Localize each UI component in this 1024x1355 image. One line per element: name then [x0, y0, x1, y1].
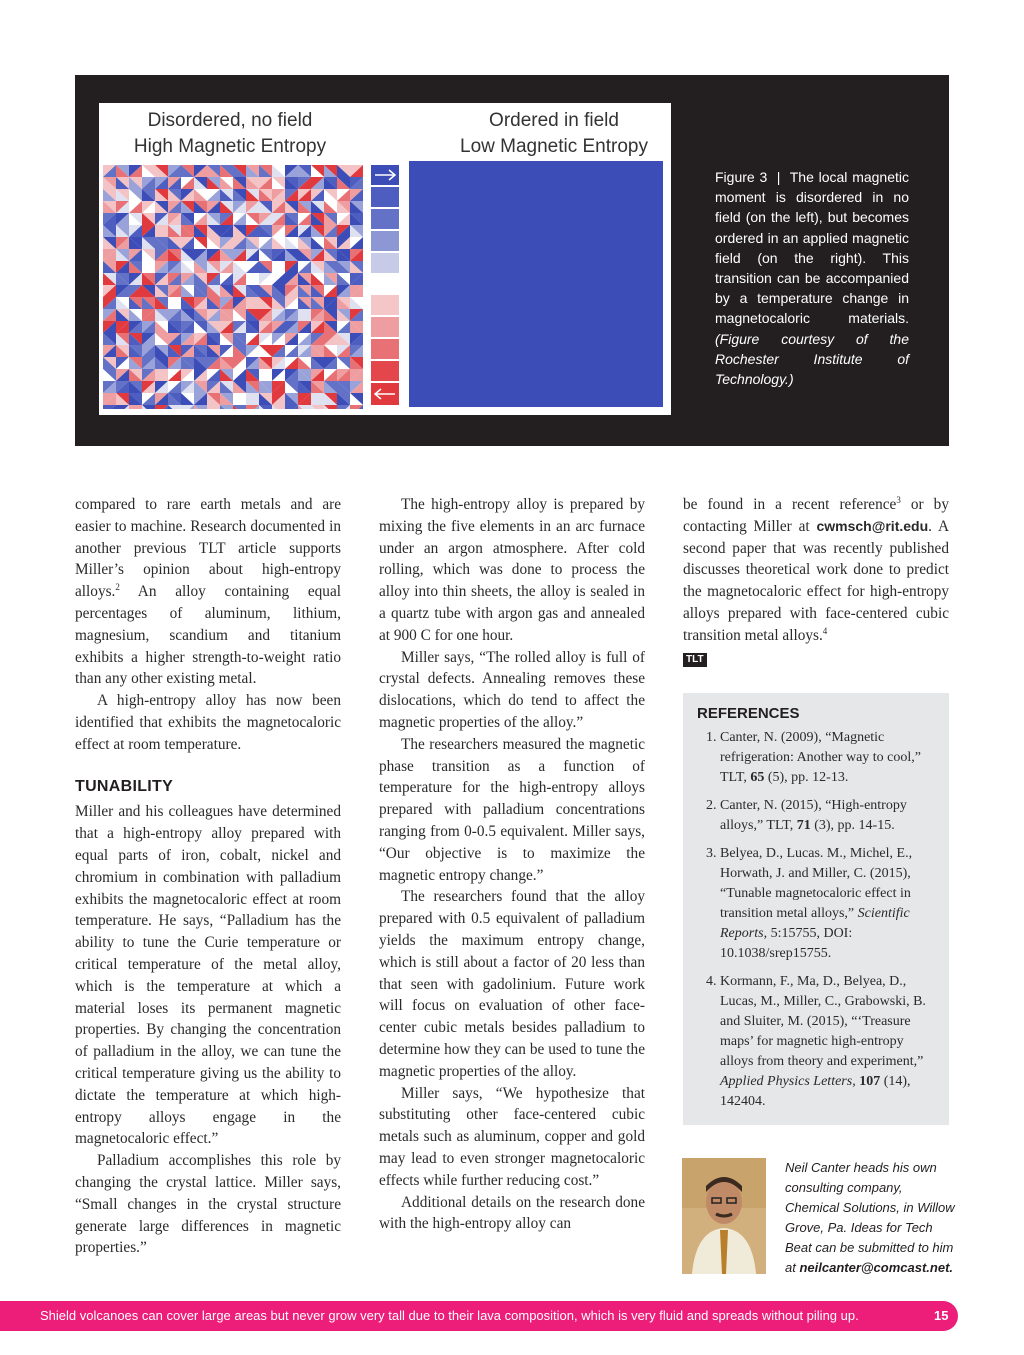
page-number: 15	[934, 1308, 949, 1323]
text: (5), pp. 12-13.	[764, 770, 849, 785]
reference-item: 4. Kormann, F., Ma, D., Belyea, D., Lucas, M., Miller, C., Grabowski, B. and Sluiter, M. (2015), “‘Treasure maps’ for magnetic high-entropy alloys from theory and experiment,” Applied Physics Letters, 107 (14), 142404.	[720, 972, 937, 1112]
bio-text: Neil Canter heads his own consulting company, Chemical Solutions, in Willow Grove, Pa. Ideas for Tech Beat can be submitted to him at	[785, 1160, 955, 1275]
text: An alloy containing equal percentages of aluminum, lithium, magnesium, scandium and titanium exhibits a higher strength-to-weight ratio than any other existing metal.	[75, 583, 341, 688]
text: Canter, N. (2015), “High-entropy alloys,” TLT,	[720, 798, 907, 833]
references-list	[683, 728, 949, 1112]
paragraph: The high-entropy alloy is prepared by mixing the five elements in an arc furnace under an argon atmosphere. After cold rolling, which was done to process the alloy into thin sheets, the alloy is sealed in a quartz tube with argon gas and annealed at 900 C for one hour.	[379, 496, 645, 644]
text: (3), pp. 14-15.	[810, 818, 895, 833]
section-heading: TUNABILITY	[75, 777, 174, 795]
reference-item	[720, 844, 937, 964]
footer-bar	[0, 1301, 958, 1331]
article-column-1	[75, 494, 341, 1259]
text: compared to rare earth metals and are easier to machine. Research documented in another previous TLT article supports Miller’s opinion about high-entropy alloys.	[75, 496, 341, 601]
paragraph: Miller says, “The rolled alloy is full of crystal defects. Annealing removes these dislocations, which do tend to affect the magnetic properties of the alloy.”	[379, 648, 645, 731]
disordered-spin-map	[103, 165, 363, 409]
miller-email-link[interactable]: cwmsch@rit.edu	[816, 517, 929, 534]
right-heading-line1: Ordered in field	[489, 110, 619, 131]
caption-separator: |	[776, 169, 781, 185]
footnote-ref: 3	[896, 494, 901, 505]
volume: 107	[859, 1074, 881, 1089]
footnote-ref: 2	[115, 582, 120, 593]
reference-item	[720, 796, 937, 836]
caption-label: Figure 3	[715, 169, 768, 185]
text: , 5:15755, DOI: 10.1038/srep15755.	[720, 926, 853, 961]
author-bio	[785, 1158, 955, 1278]
caption-credit: (Figure courtesy of the Rochester Institute of Technology.)	[715, 330, 909, 388]
left-heading-line2: High Magnetic Entropy	[133, 136, 327, 157]
left-heading-line1: Disordered, no field	[147, 110, 313, 131]
paragraph: Miller says, “We hypothesize that substituting other face-centered cubic metals such as aluminum, copper and gold may lead to even stronger magnetocaloric effects while further reducing cost.”	[379, 1084, 645, 1189]
figure-image-panel	[99, 103, 671, 415]
article-column-2	[379, 494, 645, 1235]
ordered-spin-map	[409, 161, 663, 407]
tlt-end-mark: TLT	[683, 653, 707, 667]
paragraph: The researchers measured the magnetic phase transition as a function of temperature for the high-entropy alloys prepared with palladium concentrations ranging from 0-0.5 equivalent. Miller says, “Our objective is to maximize the magnetic entropy change.”	[379, 735, 645, 884]
paragraph: Additional details on the research done with the high-entropy alloy can	[379, 1193, 645, 1233]
journal: Scientific Reports	[720, 906, 910, 941]
figure-caption	[715, 167, 909, 389]
paragraph: A high-entropy alloy has now been identified that exhibits the magnetocaloric effect at room temperature.	[75, 692, 341, 753]
paragraph: The researchers found that the alloy prepared with 0.5 equivalent of palladium yields the maximum entropy change, which is still about a factor of 20 less than that seen with gadolinium. Future work will focus on evaluation of other face-center cubic metals besides palladium to determine how they can be used to tune the magnetic properties of the alloy.	[379, 888, 645, 1080]
footnote-ref: 4	[822, 625, 828, 636]
spin-color-legend	[371, 165, 399, 407]
paragraph	[75, 494, 341, 690]
paragraph	[683, 494, 949, 647]
figure-right-heading	[437, 108, 671, 160]
caption-text: The local magnetic moment is disordered in no field (on the left), but becomes ordered in an applied magnetic field (on the right). This transition can be accompanied by a temperature change in magnetocaloric materials.	[715, 169, 910, 327]
author-portrait-icon	[682, 1158, 766, 1274]
text: Canter, N. (2009), “Magnetic refrigeration: Another way to cool,” TLT,	[720, 730, 921, 785]
text: Belyea, D., Lucas. M., Michel, E., Horwath, J. and Miller, C. (2015), “Tunable magnetocaloric effect in transition metal alloys,”	[720, 846, 913, 921]
right-heading-line2: Low Magnetic Entropy	[460, 136, 648, 157]
figure-left-heading	[119, 108, 341, 160]
text: or by contacting Miller at	[683, 496, 949, 535]
footer-fact-text: Shield volcanoes can cover large areas but never grow very tall due to their lava composition, which is very fluid and spreads without piling up.	[40, 1308, 859, 1323]
volume: 65	[750, 770, 765, 785]
reference-item	[720, 728, 937, 788]
text: (14), 142404.	[720, 1074, 911, 1109]
references-box	[683, 693, 949, 1125]
text: . A second paper that was recently published discusses theoretical work done to predict the magnetocaloric effect for high-entropy alloys prepared with face-centered cubic transition metal alloys.	[683, 517, 949, 644]
author-photo	[682, 1158, 766, 1274]
figure-3	[75, 75, 949, 446]
journal: Applied Physics Letters	[720, 1074, 853, 1089]
references-heading: REFERENCES	[697, 705, 800, 722]
paragraph: Palladium accomplishes this role by changing the crystal lattice. Miller says, “Small changes in the crystal structure generate large differences in magnetic properties.”	[75, 1152, 341, 1257]
text: be found in a recent reference	[683, 496, 897, 513]
text: Kormann, F., Ma, D., Belyea, D., Lucas, M., Miller, C., Grabowski, B. and Sluiter, M. (2015), “‘Treasure maps’ for magnetic high-entropy alloys from theory and experiment,”	[720, 974, 926, 1069]
paragraph: Miller and his colleagues have determined that a high-entropy alloy prepared with equal parts of iron, cobalt, nickel and chromium in combination with palladium exhibits the magnetocaloric effect at room temperature. He says, “Palladium has the ability to tune the Curie temperature or critical temperature of the metal alloy, which is the temperature at which a material loses its permanent magnetic properties. By changing the concentration of palladium in the alloy, we can tune the critical temperature giving us the ability to dictate the temperature at which high-entropy alloys engage in the magnetocaloric effect.”	[75, 803, 341, 1148]
author-email-link[interactable]: neilcanter@comcast.net.	[799, 1260, 954, 1275]
volume: 71	[796, 818, 811, 833]
article-column-3	[683, 494, 949, 668]
